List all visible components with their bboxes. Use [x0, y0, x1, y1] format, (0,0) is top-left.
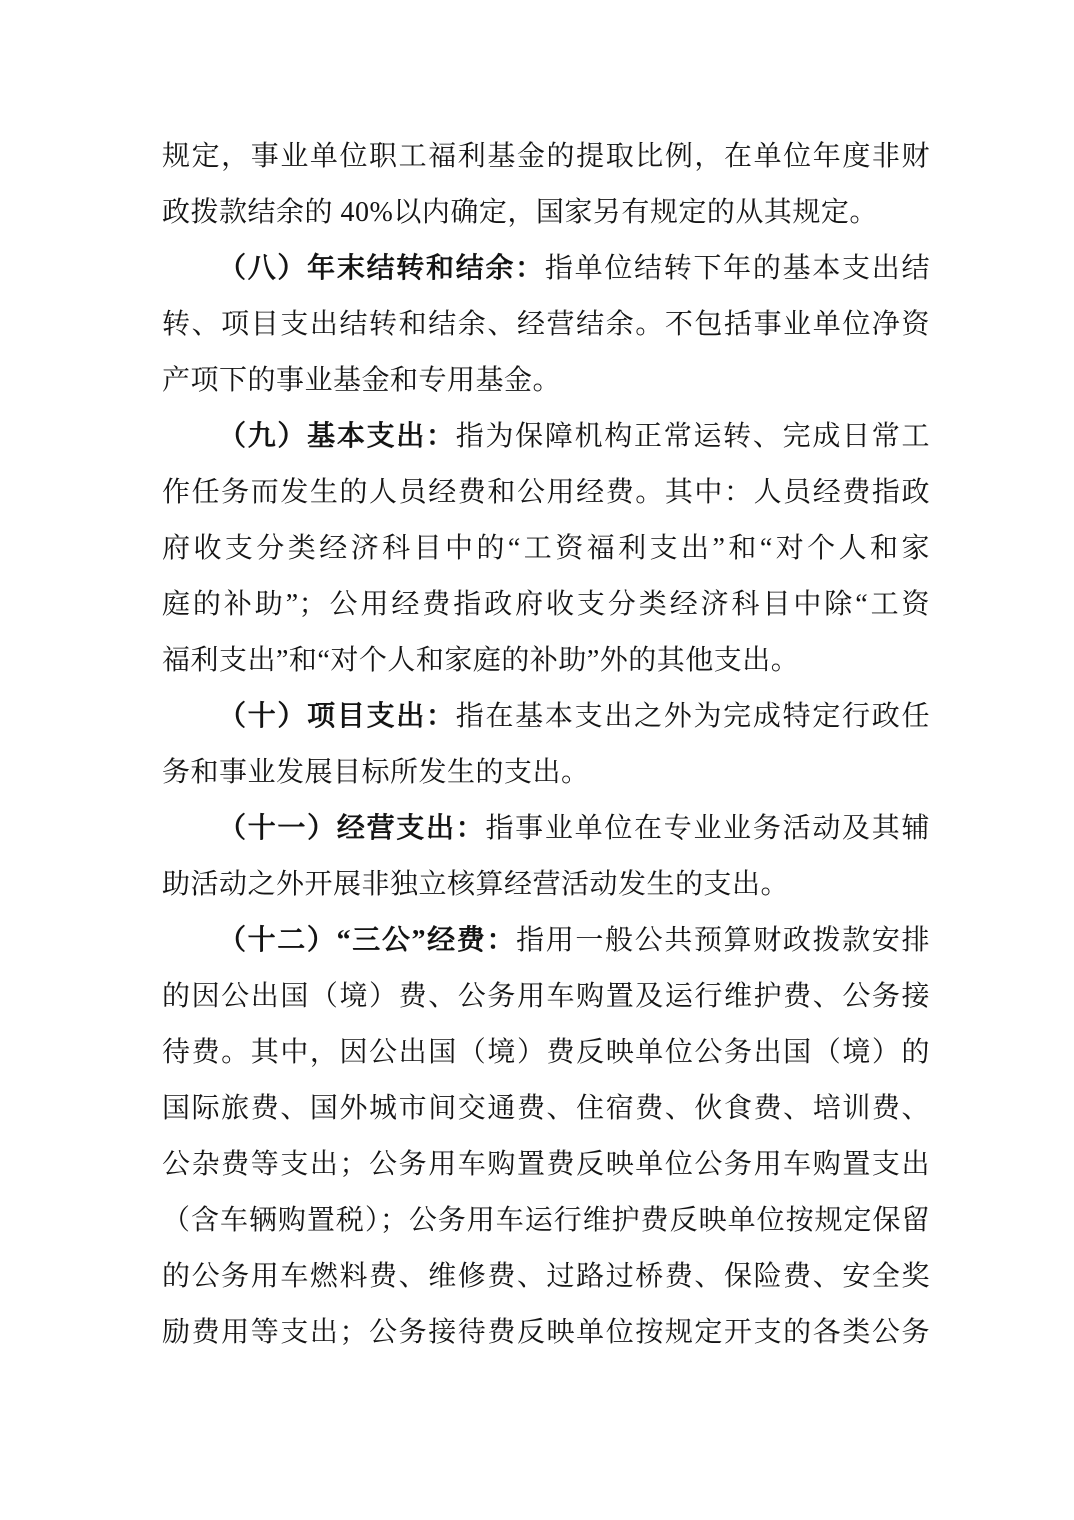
text-line — [162, 185, 930, 241]
text-segment: 务和事业发展目标所发生的支出。 — [162, 757, 590, 788]
term-label: （八）年末结转和结余： — [218, 253, 545, 284]
text-segment: 的公务用车燃料费、维修费、过路过桥费、保险费、安全奖 — [162, 1261, 930, 1292]
text-line — [162, 1305, 930, 1361]
text-segment: 指在基本支出之外为完成特定行政任 — [455, 701, 930, 732]
text-line — [162, 745, 930, 801]
text-line — [162, 409, 930, 465]
text-line — [162, 465, 930, 521]
text-line — [162, 129, 930, 185]
text-line — [162, 1249, 930, 1305]
text-line — [162, 1193, 930, 1249]
text-segment: 规定，事业单位职工福利基金的提取比例，在单位年度非财 — [162, 141, 930, 172]
text-segment: 庭的补助”；公用经费指政府收支分类经济科目中除“工资 — [162, 589, 930, 620]
text-segment: 福利支出”和“对个人和家庭的补助”外的其他支出。 — [162, 645, 800, 676]
text-segment: 指事业单位在专业业务活动及其辅 — [485, 813, 930, 844]
text-segment: 的因公出国（境）费、公务用车购置及运行维护费、公务接 — [162, 981, 930, 1012]
text-segment: 待费。其中，因公出国（境）费反映单位公务出国（境）的 — [162, 1037, 930, 1068]
text-segment: （含车辆购置税）；公务用车运行维护费反映单位按规定保留 — [162, 1205, 930, 1236]
text-block — [162, 129, 930, 1361]
text-line — [162, 297, 930, 353]
text-line — [162, 577, 930, 633]
term-label: （十二）“三公”经费： — [218, 925, 517, 956]
text-segment: 国际旅费、国外城市间交通费、住宿费、伙食费、培训费、 — [162, 1093, 930, 1124]
text-segment: 政拨款结余的 40%以内确定，国家另有规定的从其规定。 — [162, 197, 878, 228]
text-segment: 指单位结转下年的基本支出结 — [544, 253, 930, 284]
term-label: （十）项目支出： — [218, 701, 456, 732]
text-line — [162, 913, 930, 969]
text-line — [162, 969, 930, 1025]
text-line — [162, 521, 930, 577]
text-segment: 作任务而发生的人员经费和公用经费。其中：人员经费指政 — [162, 477, 930, 508]
text-segment: 转、项目支出结转和结余、经营结余。不包括事业单位净资 — [162, 309, 930, 340]
text-segment: 公杂费等支出；公务用车购置费反映单位公务用车购置支出 — [162, 1149, 930, 1180]
text-line — [162, 241, 930, 297]
text-line — [162, 857, 930, 913]
text-line — [162, 353, 930, 409]
text-line — [162, 1025, 930, 1081]
text-segment: 指用一般公共预算财政拨款安排 — [516, 925, 930, 956]
text-line — [162, 1137, 930, 1193]
text-segment: 助活动之外开展非独立核算经营活动发生的支出。 — [162, 869, 790, 900]
text-line — [162, 633, 930, 689]
term-label: （九）基本支出： — [218, 421, 456, 452]
text-segment: 府收支分类经济科目中的“工资福利支出”和“对个人和家 — [162, 533, 930, 564]
text-segment: 产项下的事业基金和专用基金。 — [162, 365, 562, 396]
term-label: （十一）经营支出： — [218, 813, 486, 844]
text-segment: 励费用等支出；公务接待费反映单位按规定开支的各类公务 — [162, 1317, 930, 1348]
text-line — [162, 689, 930, 745]
text-line — [162, 801, 930, 857]
text-segment: 指为保障机构正常运转、完成日常工 — [455, 421, 930, 452]
text-line — [162, 1081, 930, 1137]
